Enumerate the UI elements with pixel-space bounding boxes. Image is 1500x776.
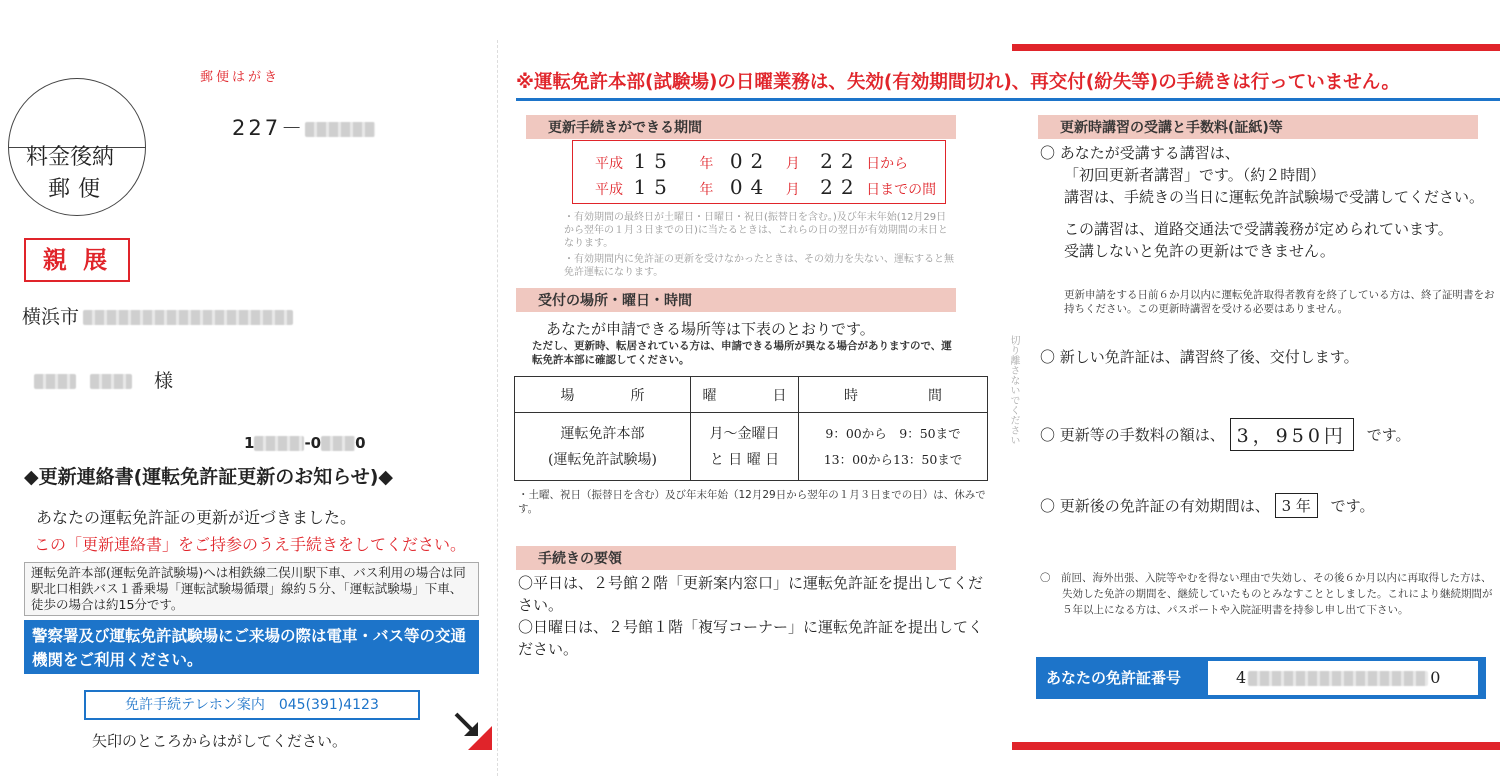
fold-divider (497, 40, 498, 776)
license-number-label: あなたの免許証番号 (1046, 669, 1182, 687)
lecture-header: 更新時講習の受講と手数料(証紙)等 (1038, 115, 1478, 139)
place-cell: 運転免許本部 (運転免許試験場) (515, 413, 691, 481)
notice-line-2: この「更新連絡書」をご持参のうえ手続きをしてください。 (34, 535, 467, 554)
validity-value-box: 3 年 (1275, 493, 1318, 518)
arrow-down-right-icon[interactable] (452, 710, 492, 750)
holiday-note: ・土曜、祝日（振替日を含む）及び年末年始（12月29日から翌年の１月３日までの日）は、休みです。 (518, 489, 986, 515)
period-header: 更新手続きができる期間 (526, 115, 956, 139)
reception-lead-note: ただし、更新時、転居されている方は、申請できる場所が異なる場合がありますので、運転免許本部に確認してください。 (532, 340, 952, 366)
col-place: 場 所 (515, 377, 691, 413)
license-number-panel (1036, 657, 1486, 699)
period-box (572, 140, 946, 204)
postcard-panel (0, 0, 495, 776)
customer-code: 1 -0 0 (244, 434, 366, 452)
procedure-weekday: 〇平日は、２号館２階「更新案内窓口」に運転免許証を提出してください。 (518, 574, 984, 614)
stamp-text-1: 料金後納 (26, 145, 115, 170)
peel-instruction: 矢印のところからはがしてください。 (92, 732, 348, 750)
new-license-item: 〇 新しい免許証は、講習終了後、交付します。 (1040, 348, 1359, 366)
recipient-address: 横浜市 (22, 302, 293, 329)
reception-lead: あなたが申請できる場所等は下表のとおりです。 (546, 320, 875, 338)
recipient-name: 様 (34, 366, 173, 393)
lecture-item-1: 〇 あなたが受講する講習は、 「初回更新者講習」です。（約２時間） 講習は、手続きの当日に運転免許試験場で受講してください。 この講習は、道路交通法で受講義務が定められています。 受講しないと免許の更新はできません。 (1040, 144, 1485, 260)
time-cell: 9：00から 9：50まで 13：00から13：50まで (799, 413, 988, 481)
bottom-red-stripe (1012, 742, 1500, 750)
access-info-box: 運転免許本部(運転免許試験場)へは相鉄線二俣川駅下車、バス利用の場合は同駅北口相鉄バス１番乗場「運転試験場循環」線約５分、「運転試験場」下車、徒歩の場合は約15分です。 (24, 562, 479, 616)
period-row-1: 平成 15 年 02 月 22 日から (595, 149, 909, 173)
validity-item: 〇 更新後の免許証の有効期間は、 3 年 です。 (1040, 493, 1374, 518)
col-time: 時 間 (799, 377, 988, 413)
lecture-exemption-note: 更新申請をする日前６か月以内に運転免許取得者教育を終了している方は、終了証明書をお持ちください。この更新時講習を受ける必要はありません。 (1064, 289, 1495, 315)
col-day: 曜 日 (691, 377, 799, 413)
period-note-1: ・有効期間の最終日が土曜日・日曜日・祝日(振替日を含む。)及び年末年始(12月29日から翌年の１月３日までの日)に当たるときは、これらの日の翌日が有効期間の末日となります。 (564, 212, 948, 249)
day-cell: 月～金曜日 と 日 曜 日 (691, 413, 799, 481)
license-number-field: 4 0 (1208, 661, 1478, 695)
procedure-header: 手続きの要領 (516, 546, 956, 570)
tear-note: 切り離さないでください (1008, 335, 1019, 445)
postal-code: 227－ (232, 112, 375, 142)
transport-notice: 警察署及び運転免許試験場にご来場の際は電車・バス等の交通機関をご利用ください。 (24, 620, 479, 674)
reception-header: 受付の場所・曜日・時間 (516, 288, 956, 312)
lapse-note: 〇 前回、海外出張、入院等やむを得ない理由で失効し、その後６か月以内に再取得した方は、失効した免許の期間を、継続していたものとみなすこととしました。これにより継続期間が５年以上になる方は、パスポートや入院証明書を持参し申し出て下さい。 (1040, 572, 1493, 616)
schedule-table (514, 376, 988, 481)
period-note-2: ・有効期間内に免許証の更新を受けなかったときは、その効力を失ない、運転すると無免許運転になります。 (564, 254, 954, 278)
banner-underline (516, 98, 1500, 101)
period-row-2: 平成 15 年 04 月 22 日までの間 (595, 175, 937, 199)
phone-info-box: 免許手続テレホン案内 045(391)4123 (84, 690, 420, 720)
fee-item: 〇 更新等の手数料の額は、 3，950円 です。 (1040, 418, 1411, 451)
sunday-warning-banner: ※運転免許本部(試験場)の日曜業務は、失効(有効期間切れ)、再交付(紛失等)の手続きは行っていません。 (516, 72, 1400, 93)
top-red-stripe (1012, 44, 1500, 51)
confidential-stamp: 親 展 (24, 238, 130, 282)
procedure-sunday: 〇日曜日は、２号館１階「複写コーナー」に運転免許証を提出してください。 (518, 618, 984, 658)
stamp-text-2: 郵便 (48, 177, 109, 202)
notice-title: ◆更新連絡書(運転免許証更新のお知らせ)◆ (24, 466, 394, 488)
notice-line-1: あなたの運転免許証の更新が近づきました。 (36, 508, 357, 527)
postcard-label: 郵便はがき (200, 70, 281, 85)
fee-value-box: 3，950円 (1230, 418, 1354, 451)
